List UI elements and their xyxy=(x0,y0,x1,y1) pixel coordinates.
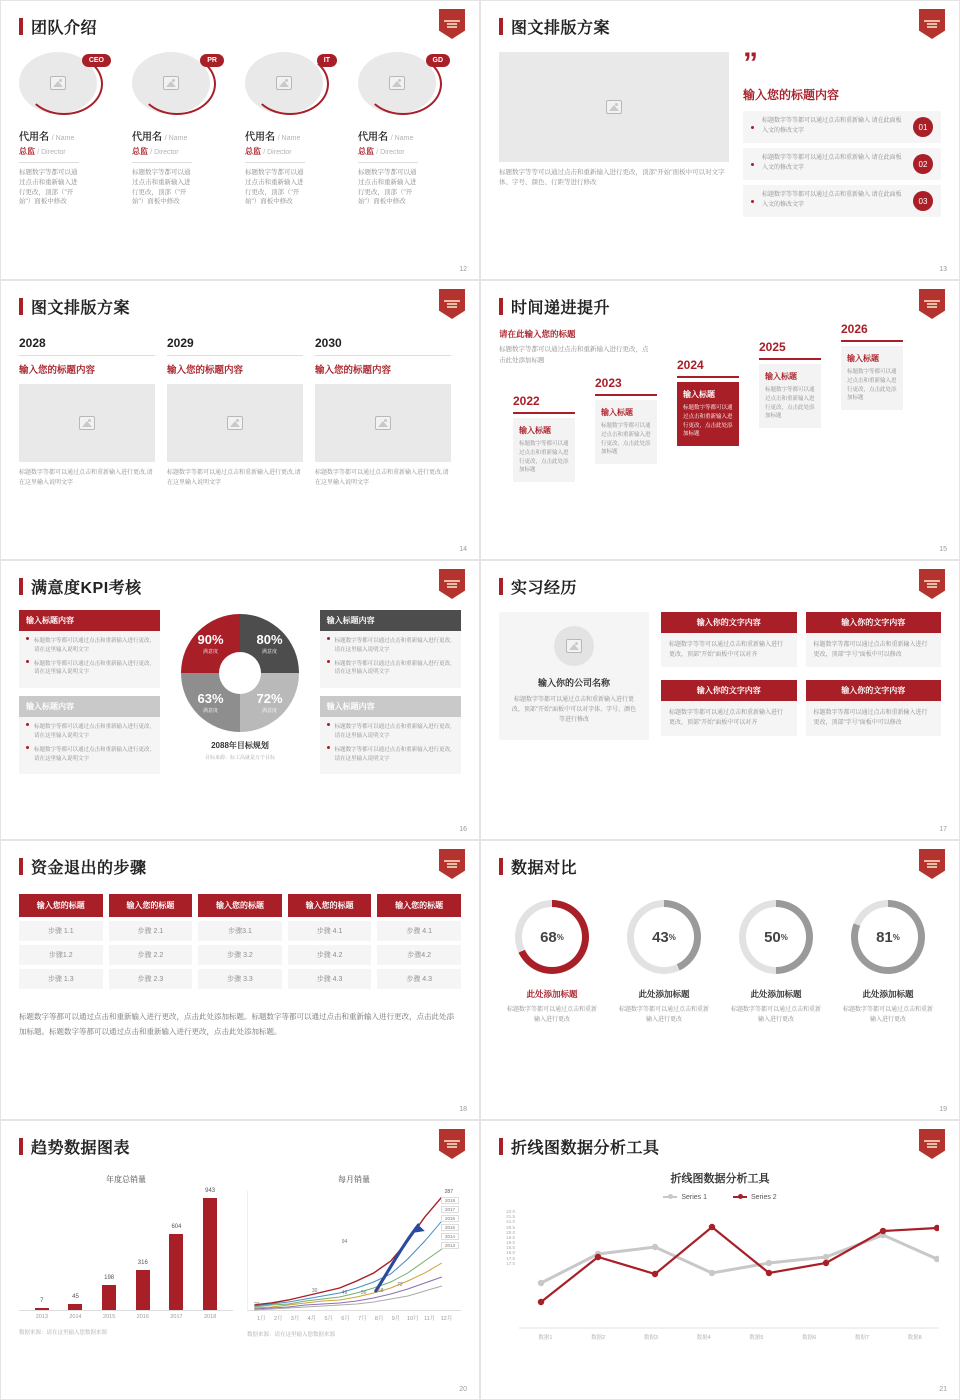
line-chart-svg xyxy=(519,1209,939,1329)
title-accent-bar xyxy=(19,578,23,595)
image-placeholder-icon xyxy=(566,639,582,653)
chart-footer-sub: 目标来源：标工高就是万个目标 xyxy=(204,755,275,761)
table-cell: 步骤 4.3 xyxy=(288,969,372,989)
member-desc: 标题数字等都可以通过点击和重新输入进行更改，顶部（"开始"）面板中修改 xyxy=(358,169,417,206)
chart-title: 年度总销量 xyxy=(106,1175,146,1184)
experience-card xyxy=(661,612,797,671)
timeline-year: 2024 xyxy=(677,358,704,373)
slide-title-text: 数据对比 xyxy=(511,860,578,877)
item-number-badge: 01 xyxy=(913,117,933,137)
table-cell: 步骤 2.3 xyxy=(109,969,193,989)
experience-card-title: 输入你的文字内容 xyxy=(661,612,797,633)
point-label: 68 xyxy=(377,1288,384,1294)
ring-title: 此处添加标题 xyxy=(750,989,802,999)
kpi-left-column xyxy=(19,610,160,782)
list-item xyxy=(743,185,941,217)
legend-item: 2015 xyxy=(441,1224,459,1231)
x-axis-labels: 2013 2014 2015 2016 2017 2018 xyxy=(35,1314,217,1320)
member-title: 总监 / Director xyxy=(132,147,179,156)
timeline-card-title: 输入标题 xyxy=(765,372,797,382)
slide-title-text: 团队介绍 xyxy=(31,20,98,37)
table-cell: 步骤 2.2 xyxy=(109,945,193,965)
column-title: 输入您的标题内容 xyxy=(167,365,244,376)
experience-card-title: 输入你的文字内容 xyxy=(661,680,797,701)
x-axis-labels: 数据1 数据2 数据3 数据4 数据5 数据6 数据7 数据8 xyxy=(538,1335,922,1341)
timeline-card xyxy=(513,418,575,482)
legend-item: 2017 xyxy=(441,1206,459,1213)
page-number: 20 xyxy=(459,1386,467,1393)
point-label: 49 xyxy=(341,1290,348,1296)
page-title xyxy=(19,295,461,318)
ring-value: 68 % xyxy=(522,907,582,967)
slide-exit-steps xyxy=(0,840,480,1120)
table-cell: 步骤 3.3 xyxy=(198,969,282,989)
slide-title-text: 趋势数据图表 xyxy=(31,1140,131,1157)
page-number: 16 xyxy=(459,826,467,833)
donut-segment: 90% 满意度 xyxy=(181,614,240,673)
column-caption: 标题数字等都可以通过点击和重新输入进行更改,请在这里输入说明文字 xyxy=(315,470,449,486)
ring-title: 此处添加标题 xyxy=(638,989,690,999)
timeline-items xyxy=(499,314,941,499)
role-badge: CEO xyxy=(82,54,111,67)
experience-card xyxy=(661,680,797,739)
list-item-text: 标题数字等等都可以通过点击和重新输入 请在此面板入文的修改文字 xyxy=(762,192,902,208)
chart-source: 数据来源：请在这里输入您数据来源 xyxy=(247,1332,336,1338)
kpi-right-column xyxy=(320,610,461,782)
logo-badge xyxy=(439,569,465,601)
column-header: 输入您的标题 xyxy=(109,894,193,917)
timeline-item xyxy=(595,376,657,464)
experience-card-body: 标题数字等都可以通过点击和重新输入进行更改，顶部"开始"面板中可以对齐 xyxy=(661,701,797,735)
year-label: 2028 xyxy=(19,336,46,350)
page-number: 18 xyxy=(459,1106,467,1113)
line-chart-plot xyxy=(499,1209,941,1331)
x-axis-labels: 1月 2月 3月 4月 5月 6月 7月 8月 9月 10月 11月 12月 xyxy=(257,1316,453,1322)
point-label: 94 xyxy=(341,1239,348,1245)
kpi-list-item: 标题数字等都可以通过点击和重新输入进行更改,请在这里输入说明文字 xyxy=(327,637,454,655)
title-accent-bar xyxy=(19,858,23,875)
content-column xyxy=(19,336,155,488)
slide-title-text: 满意度KPI考核 xyxy=(31,580,142,597)
image-placeholder xyxy=(315,384,451,462)
timeline-year: 2026 xyxy=(841,322,868,337)
member-name: 代用名 / Name xyxy=(358,132,414,143)
image-placeholder xyxy=(499,52,729,162)
company-card xyxy=(499,612,649,740)
content-column xyxy=(167,336,303,488)
slide-title-text: 图文排版方案 xyxy=(511,20,611,37)
year-label: 2030 xyxy=(315,336,342,350)
quote-mark-icon: ” xyxy=(743,47,756,80)
line-chart xyxy=(247,1174,461,1338)
column-header: 输入您的标题 xyxy=(377,894,461,917)
chart-title: 每月销量 xyxy=(338,1175,370,1184)
member-desc: 标题数字等都可以通过点击和重新输入进行更改，顶部（"开始"）面板中修改 xyxy=(245,169,304,206)
table-cell: 步骤1.2 xyxy=(19,945,103,965)
page-number: 19 xyxy=(939,1106,947,1113)
page-title xyxy=(499,855,941,878)
chart-title: 折线图数据分析工具 xyxy=(670,1173,770,1185)
legend-item: 2013 xyxy=(441,1242,459,1249)
logo-badge xyxy=(919,9,945,41)
content-column xyxy=(315,336,451,488)
timeline-card-desc: 标题数字等都可以通过点击和重新输入进行更改，点击此处添加标题 xyxy=(519,441,569,474)
page-number: 14 xyxy=(459,546,467,553)
image-caption: 标题数字等等可以通过点击和重新输入进行更改，顶部"开始"面板中可以对文字体、字号、颜色、行距等进行修改 xyxy=(499,169,725,187)
slide-team-intro xyxy=(0,0,480,280)
company-desc: 标题数字等都可以通过点击和重新输入进行更改，顶部"开始"面板中可以对字体、字号、颜色等进行修改 xyxy=(511,697,637,724)
chart-legend xyxy=(499,1194,941,1201)
role-badge: IT xyxy=(317,54,337,67)
member-name: 代用名 / Name xyxy=(19,132,75,143)
experience-card-body: 标题数字等都可以通过点击和重新输入进行更改，顶部"字号"面板中可以修改 xyxy=(806,701,942,735)
timeline-card-desc: 标题数字等都可以通过点击和重新输入进行更改，点击此处添加标题 xyxy=(601,423,651,456)
legend-item: 2014 xyxy=(441,1233,459,1240)
slide-title-text: 资金退出的步骤 xyxy=(31,860,147,877)
column-caption: 标题数字等都可以通过点击和重新输入进行更改,请在这里输入说明文字 xyxy=(167,470,301,486)
item-number-badge: 02 xyxy=(913,154,933,174)
line-chart-svg xyxy=(248,1191,461,1311)
image-placeholder xyxy=(19,384,155,462)
timeline-intro-title: 请在此输入您的标题 xyxy=(499,329,576,339)
team-member-list xyxy=(19,52,461,207)
list-item xyxy=(743,111,941,143)
bar-chart-plot xyxy=(19,1188,233,1311)
donut-segment: 63% 满意度 xyxy=(181,673,240,732)
table-cell: 步骤 1.3 xyxy=(19,969,103,989)
ring-desc: 标题数字等都可以通过点击和重新输入进行更改 xyxy=(507,1007,598,1024)
timeline-item xyxy=(677,358,739,446)
page-title xyxy=(19,575,461,598)
ring-desc: 标题数字等都可以通过点击和重新输入进行更改 xyxy=(619,1007,710,1024)
logo-badge xyxy=(439,1129,465,1161)
timeline-card-title: 输入标题 xyxy=(519,426,551,436)
line-chart-plot xyxy=(247,1191,461,1311)
image-placeholder-icon xyxy=(79,416,95,430)
table-cell: 步骤 3.2 xyxy=(198,945,282,965)
slide-trend-charts xyxy=(0,1120,480,1400)
slide-timeline xyxy=(480,280,960,560)
donut-segment: 80% 满意度 xyxy=(240,614,299,673)
column-header: 输入您的标题 xyxy=(288,894,372,917)
point-label: 72 xyxy=(397,1282,403,1288)
timeline-card xyxy=(841,346,903,410)
image-placeholder xyxy=(167,384,303,462)
timeline-card xyxy=(759,364,821,428)
point-label: 56 xyxy=(360,1290,367,1296)
kpi-list-item: 标题数字等都可以通过点击和重新输入进行更改,请在这里输入说明文字 xyxy=(327,746,454,764)
team-member xyxy=(19,52,122,207)
slide-layout-plan-a xyxy=(480,0,960,280)
slide-layout-plan-b xyxy=(0,280,480,560)
kpi-list-item: 标题数字等都可以通过点击和重新输入进行更改,请在这里输入说明文字 xyxy=(26,746,153,764)
ring-value: 50 % xyxy=(746,907,806,967)
timeline-intro-text: 标题数字等都可以通过点击和重新输入进行更改，点击此处添加标题 xyxy=(499,346,649,365)
bar: 7 xyxy=(35,1308,49,1310)
page-number: 21 xyxy=(939,1386,947,1393)
title-accent-bar xyxy=(499,1138,503,1155)
column-header: 输入您的标题 xyxy=(198,894,282,917)
member-desc: 标题数字等都可以通过点击和重新输入进行更改，顶部（"开始"）面板中修改 xyxy=(19,169,78,206)
company-avatar xyxy=(554,626,594,666)
kpi-block-header: 输入标题内容 xyxy=(19,696,160,717)
table-cell: 步骤 4.2 xyxy=(288,945,372,965)
year-label: 2029 xyxy=(167,336,194,350)
item-number-badge: 03 xyxy=(913,191,933,211)
timeline-card-title: 输入标题 xyxy=(683,390,715,400)
experience-card xyxy=(806,680,942,739)
timeline-card xyxy=(677,382,739,446)
logo-badge xyxy=(439,289,465,321)
role-badge: PR xyxy=(200,54,224,67)
ring-value: 81 % xyxy=(858,907,918,967)
company-name: 输入你的公司名称 xyxy=(537,678,610,688)
timeline-year: 2022 xyxy=(513,394,540,409)
steps-table xyxy=(19,894,461,989)
title-accent-bar xyxy=(19,1138,23,1155)
bullet-dot-icon xyxy=(751,126,754,129)
timeline-item xyxy=(841,322,903,410)
slide-title-text: 时间递进提升 xyxy=(511,300,611,317)
legend-item: 2016 xyxy=(441,1215,459,1222)
steps-column xyxy=(19,894,103,989)
logo-badge xyxy=(919,569,945,601)
donut-segment: 72% 满意度 xyxy=(240,673,299,732)
ring-item xyxy=(611,900,717,1025)
steps-column xyxy=(288,894,372,989)
page-number: 12 xyxy=(459,266,467,273)
bar-chart xyxy=(19,1174,233,1338)
list-item xyxy=(743,148,941,180)
table-cell: 步骤 1.1 xyxy=(19,921,103,941)
ring-desc: 标题数字等都可以通过点击和重新输入进行更改 xyxy=(731,1007,822,1024)
team-member xyxy=(132,52,235,207)
experience-card-body: 标题数字等等可以通过点击和重新输入进行更改，顶部"开始"面板中可以对齐 xyxy=(661,633,797,667)
slide-internship xyxy=(480,560,960,840)
point-label: 287 xyxy=(444,1189,453,1195)
list-item-text: 标题数字等等都可以通过点击和重新输入 请在此面板入文的修改文字 xyxy=(762,118,902,134)
kpi-list-item: 标题数字等都可以通过点击和重新输入进行更改,请在这里输入说明文字 xyxy=(327,723,454,741)
steps-column xyxy=(109,894,193,989)
point-label: 23 xyxy=(254,1302,260,1308)
slide-data-comparison xyxy=(480,840,960,1120)
slide-kpi xyxy=(0,560,480,840)
timeline-item xyxy=(759,340,821,428)
kpi-donut-chart xyxy=(168,610,311,782)
title-accent-bar xyxy=(499,578,503,595)
page-number: 15 xyxy=(939,546,947,553)
experience-card-body: 标题数字等都可以通过点击和重新输入进行更改，顶部"字号"面板中可以修改 xyxy=(806,633,942,667)
ring-title: 此处添加标题 xyxy=(862,989,914,999)
logo-badge xyxy=(439,849,465,881)
image-placeholder-icon xyxy=(606,100,622,114)
ring-chart-group xyxy=(499,900,941,1025)
member-title: 总监 / Director xyxy=(358,147,405,156)
page-title xyxy=(19,1135,461,1158)
y-axis-labels: 22.0 21.5 21.0 20.5 20.0 19.5 19.0 18.5 18.0 17.5 17.0 xyxy=(506,1209,515,1266)
title-accent-bar xyxy=(499,858,503,875)
chart-legend xyxy=(441,1197,459,1251)
member-title: 总监 / Director xyxy=(245,147,292,156)
steps-column xyxy=(198,894,282,989)
body-note: 标题数字等都可以通过点击和重新输入进行更改，点击此处添加标题。标题数字等都可以通过点击和重新输入进行更改，点击此处添加标题。标题数字等都可以通过点击和重新输入进行更改，点击此处添加标题。 xyxy=(19,1012,454,1036)
timeline-year: 2025 xyxy=(759,340,786,355)
table-cell: 步骤 4.1 xyxy=(288,921,372,941)
bar: 316 xyxy=(136,1270,150,1310)
page-title xyxy=(19,855,461,878)
list-item-text: 标题数字等等都可以通过点击和重新输入 请在此面板入文的修改文字 xyxy=(762,155,902,171)
page-title xyxy=(19,15,461,38)
ring-item xyxy=(723,900,829,1025)
title-accent-bar xyxy=(499,18,503,35)
role-badge: GD xyxy=(426,54,451,67)
bar: 198 xyxy=(102,1285,116,1310)
point-label: 30 xyxy=(311,1288,318,1294)
timeline-card-desc: 标题数字等都可以通过点击和重新输入进行更改，点击此处添加标题 xyxy=(847,369,897,402)
steps-column xyxy=(377,894,461,989)
section-heading: 输入您的标题内容 xyxy=(743,88,840,102)
ring-item xyxy=(499,900,605,1025)
kpi-list-item: 标题数字等都可以通过点击和重新输入进行更改,请在这里输入说明文字 xyxy=(26,723,153,741)
page-number: 13 xyxy=(939,266,947,273)
slide-title-text: 折线图数据分析工具 xyxy=(511,1140,660,1157)
experience-card xyxy=(806,612,942,671)
kpi-block-header: 输入标题内容 xyxy=(320,610,461,631)
logo-badge xyxy=(919,849,945,881)
ring-desc: 标题数字等都可以通过点击和重新输入进行更改 xyxy=(843,1007,934,1024)
image-placeholder-icon xyxy=(375,416,391,430)
page-title xyxy=(499,15,941,38)
chart-source: 数据来源：请在这里输入您数据来源 xyxy=(19,1330,108,1336)
legend-item: Series 2 xyxy=(733,1194,777,1201)
kpi-list-item: 标题数字等都可以通过点击和重新输入进行更改,请在这里输入说明文字 xyxy=(327,660,454,678)
legend-item: 2018 xyxy=(441,1197,459,1204)
kpi-list-item: 标题数字等都可以通过点击和重新输入进行更改,请在这里输入说明文字 xyxy=(26,637,153,655)
timeline-card-title: 输入标题 xyxy=(847,354,879,364)
member-name: 代用名 / Name xyxy=(245,132,301,143)
page-number: 17 xyxy=(939,826,947,833)
timeline-card-desc: 标题数字等都可以通过点击和重新输入进行更改，点击此处添加标题 xyxy=(683,405,733,438)
table-cell: 步骤 4.3 xyxy=(377,969,461,989)
ring-title: 此处添加标题 xyxy=(526,989,578,999)
page-title xyxy=(499,575,941,598)
timeline-item xyxy=(513,394,575,482)
bar: 45 xyxy=(68,1304,82,1310)
legend-item: Series 1 xyxy=(663,1194,707,1201)
bullet-dot-icon xyxy=(751,200,754,203)
slide-title-text: 实习经历 xyxy=(511,580,578,597)
team-member xyxy=(245,52,348,207)
team-member xyxy=(358,52,461,207)
member-desc: 标题数字等都可以通过点击和重新输入进行更改，顶部（"开始"）面板中修改 xyxy=(132,169,191,206)
table-cell: 步骤 4.1 xyxy=(377,921,461,941)
slide-line-chart-tool xyxy=(480,1120,960,1400)
ring-item xyxy=(835,900,941,1025)
column-header: 输入您的标题 xyxy=(19,894,103,917)
timeline-card-title: 输入标题 xyxy=(601,408,633,418)
title-accent-bar xyxy=(19,18,23,35)
logo-badge xyxy=(439,9,465,41)
title-accent-bar xyxy=(499,298,503,315)
column-title: 输入您的标题内容 xyxy=(19,365,96,376)
ring-value: 43 % xyxy=(634,907,694,967)
member-title: 总监 / Director xyxy=(19,147,66,156)
table-cell: 步骤4.2 xyxy=(377,945,461,965)
timeline-card-desc: 标题数字等都可以通过点击和重新输入进行更改，点击此处添加标题 xyxy=(765,387,815,420)
member-name: 代用名 / Name xyxy=(132,132,188,143)
bar: 604 xyxy=(169,1234,183,1310)
column-caption: 标题数字等都可以通过点击和重新输入进行更改,请在这里输入说明文字 xyxy=(19,470,153,486)
bullet-dot-icon xyxy=(751,163,754,166)
table-cell: 步骤3.1 xyxy=(198,921,282,941)
logo-badge xyxy=(919,1129,945,1161)
image-placeholder-icon xyxy=(227,416,243,430)
kpi-block-header: 输入标题内容 xyxy=(19,610,160,631)
page-title xyxy=(499,1135,941,1158)
kpi-list-item: 标题数字等都可以通过点击和重新输入进行更改,请在这里输入说明文字 xyxy=(26,660,153,678)
chart-footer-title: 2088年目标规划 xyxy=(211,741,269,750)
experience-card-title: 输入你的文字内容 xyxy=(806,612,942,633)
title-accent-bar xyxy=(19,298,23,315)
experience-card-title: 输入你的文字内容 xyxy=(806,680,942,701)
slide-title-text: 图文排版方案 xyxy=(31,300,131,317)
timeline-card xyxy=(595,400,657,464)
bar: 943 xyxy=(203,1198,217,1310)
timeline-year: 2023 xyxy=(595,376,622,391)
column-title: 输入您的标题内容 xyxy=(315,365,392,376)
kpi-block-header: 输入标题内容 xyxy=(320,696,461,717)
table-cell: 步骤 2.1 xyxy=(109,921,193,941)
